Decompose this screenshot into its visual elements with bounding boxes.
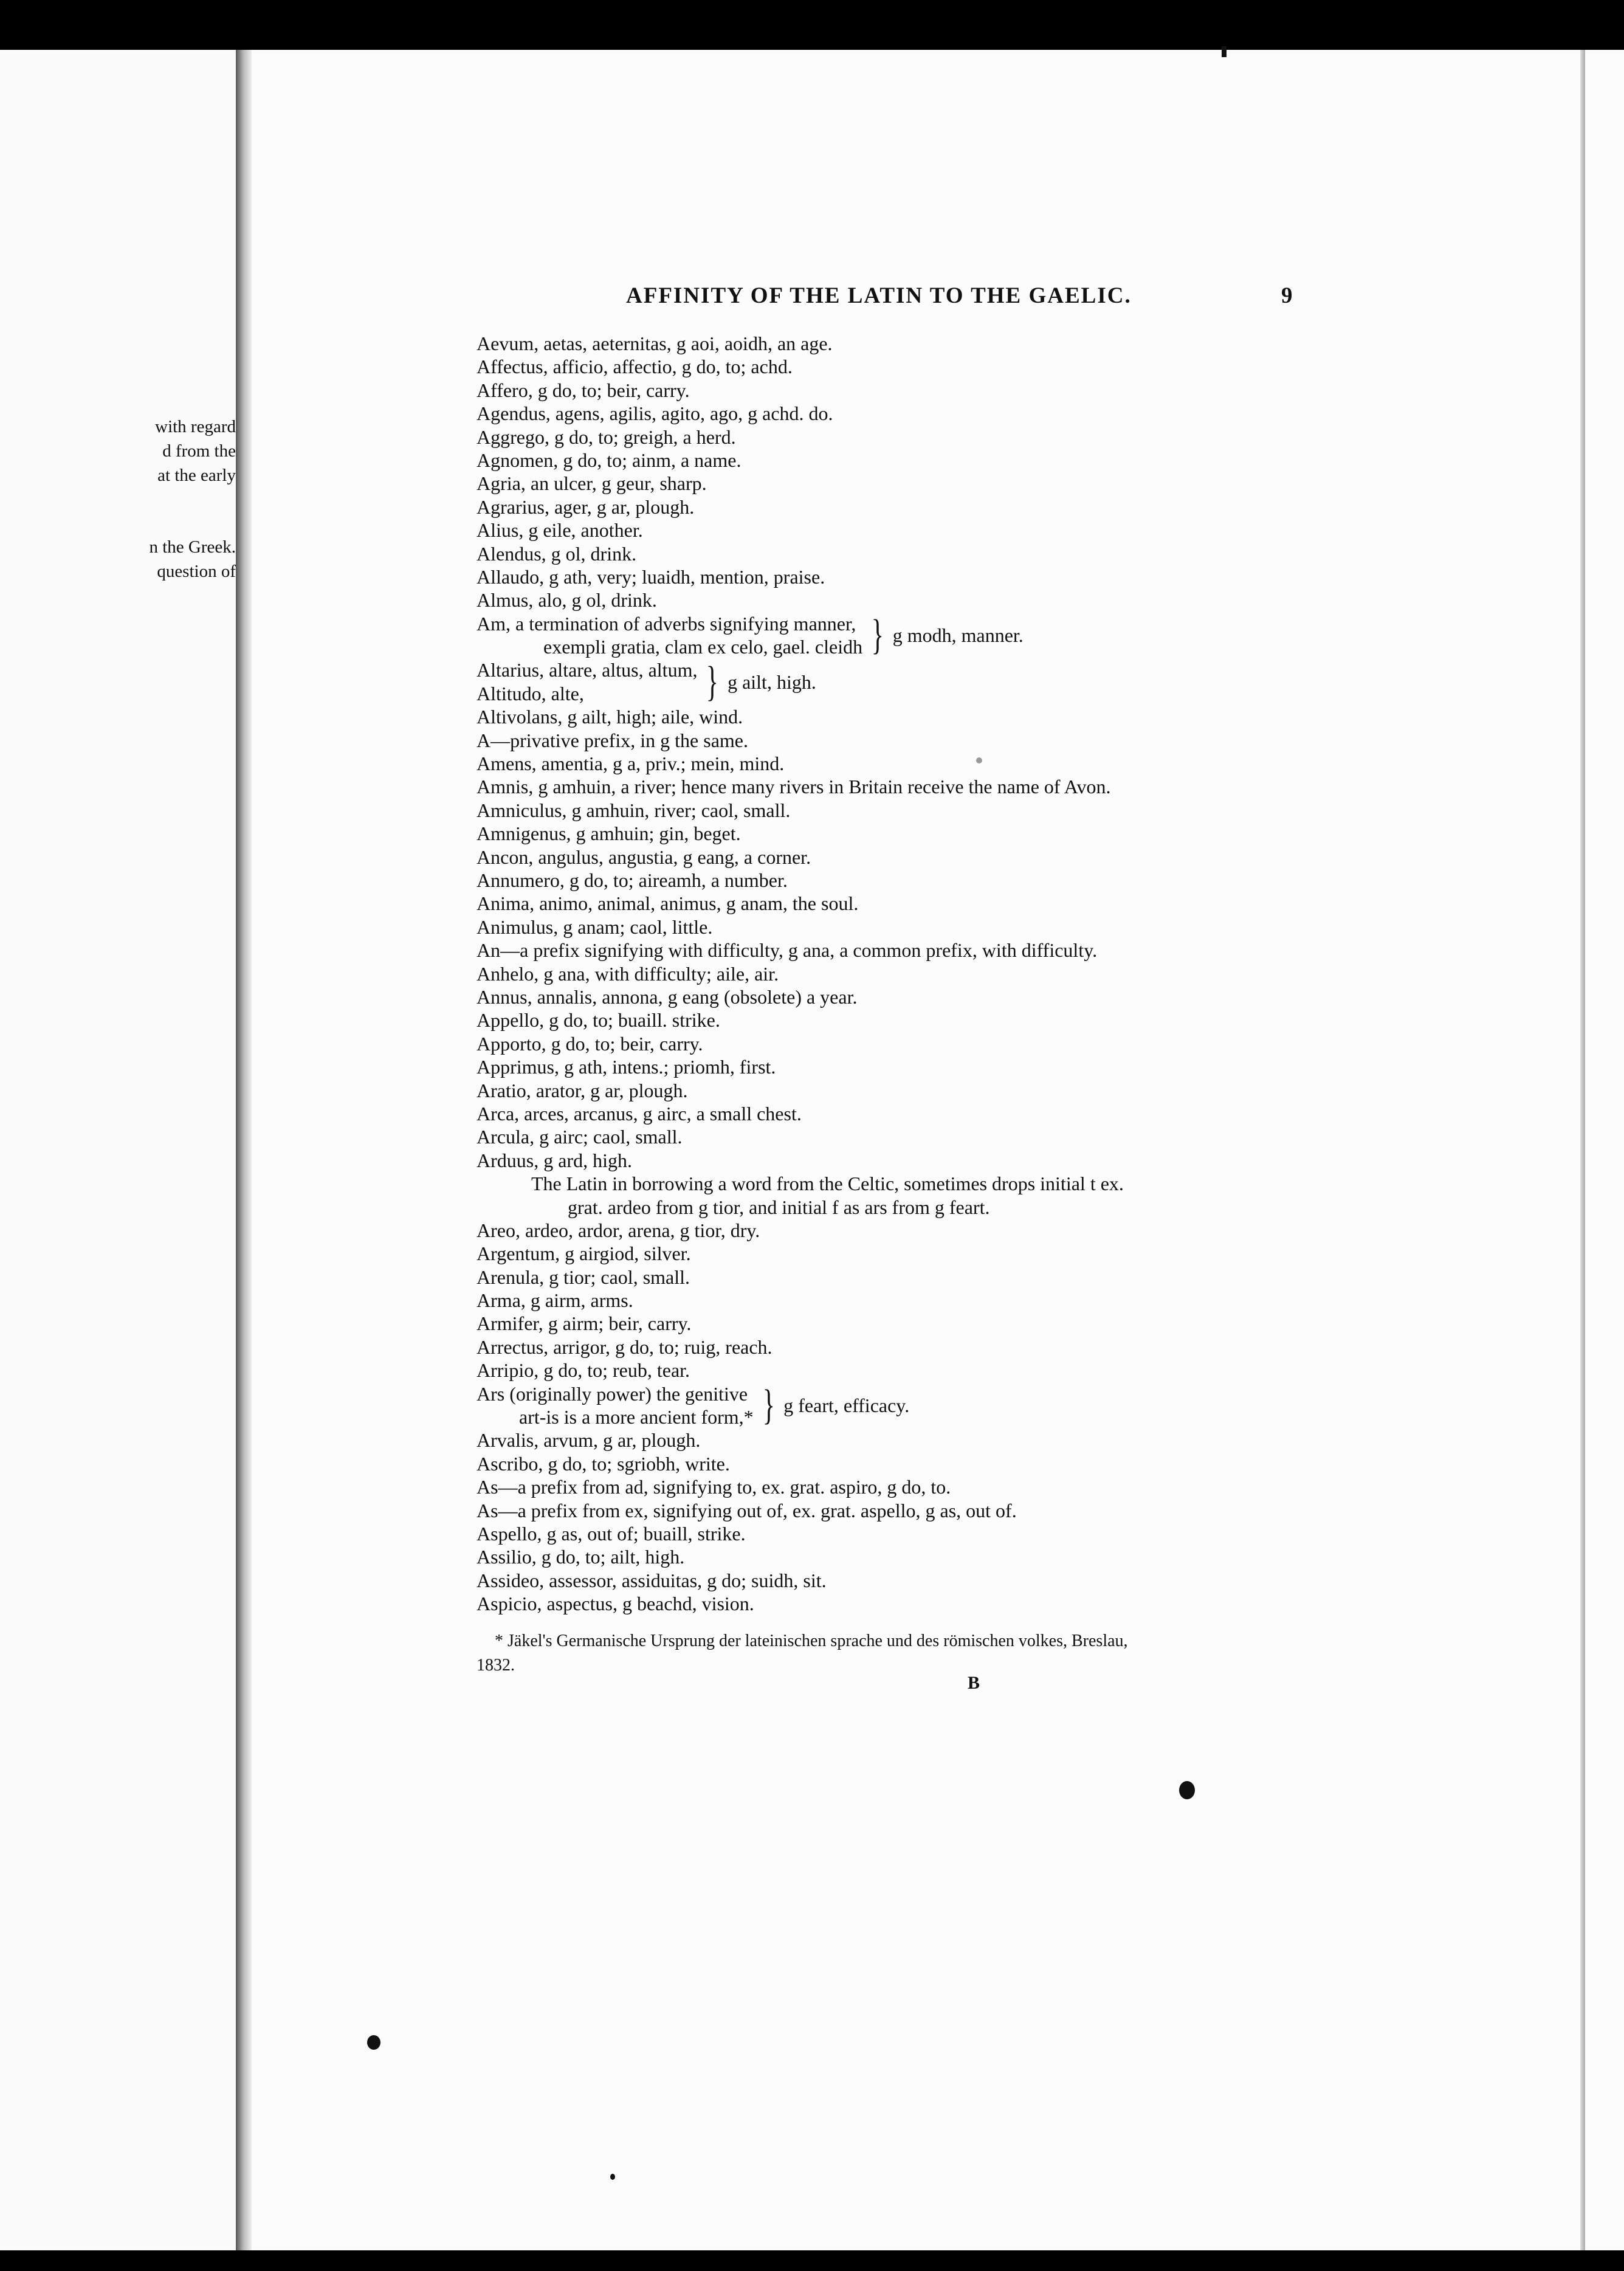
entry-line: Aspicio, aspectus, g beachd, vision. [477,1593,754,1615]
entry-line: Armifer, g airm; beir, carry. [477,1312,692,1335]
ink-blot [976,757,982,763]
entry-line: Arcula, g airc; caol, small. [477,1126,683,1148]
entry-line: Amens, amentia, g a, priv.; mein, mind. [477,753,785,775]
entry-line: Assideo, assessor, assiduitas, g do; suidh, sit. [477,1569,827,1591]
footnote [477,1629,1291,1678]
altarius-entry-line1: Altarius, altare, altus, altum, [477,659,698,681]
entry-line: Alendus, g ol, drink. [477,542,637,565]
altarius-entry-line2: Altitudo, alte, [477,682,584,705]
gutter-shadow [236,50,252,2250]
entry-line: Almus, alo, g ol, drink. [477,589,657,612]
left-page-line: question of [157,562,236,581]
footnote-line1: * Jäkel's Germanische Ursprung der lateinischen sprache und des römischen volkes, Breslau, [495,1632,1128,1650]
ink-blot [610,2174,615,2180]
left-page-line: at the early [157,466,236,485]
entry-line: An—a prefix signifying with difficulty, g ana, a common prefix, with difficulty. [477,939,1098,962]
note-line1: The Latin in borrowing a word from the Celtic, sometimes drops initial t ex. [531,1173,1124,1195]
glossary-entries [477,332,1352,1616]
brace-icon: } [762,1382,775,1429]
entry-line: Arrectus, arrigor, g do, to; ruig, reach. [477,1335,772,1358]
ars-entry [477,1382,1352,1429]
ars-entry-line1: Ars (originally power) the genitive [477,1382,748,1405]
entry-line: Apprimus, g ath, intens.; priomh, first. [477,1056,776,1078]
page-number: 9 [1281,283,1293,308]
running-title: AFFINITY OF THE LATIN TO THE GAELIC. [626,283,1132,308]
ink-blot [367,2035,380,2050]
left-page-fragment [0,50,236,2250]
entry-line: Anhelo, g ana, with difficulty; aile, air. [477,962,779,985]
entry-line: Agendus, agens, agilis, agito, ago, g achd. do. [477,402,833,425]
entry-line: Allaudo, g ath, very; luaidh, mention, praise. [477,565,825,588]
entry-line: A—privative prefix, in g the same. [477,729,748,751]
entry-line: Affero, g do, to; beir, carry. [477,379,690,401]
entry-line: As—a prefix from ex, signifying out of, ex. grat. aspello, g as, out of. [477,1499,1017,1521]
entry-line: Assilio, g do, to; ailt, high. [477,1546,685,1568]
am-entry-line1: Am, a termination of adverbs signifying manner, [477,612,856,635]
entry-line: Affectus, afficio, affectio, g do, to; achd. [477,356,793,378]
footnote-line2: 1832. [477,1656,515,1675]
entry-line: Aevum, aetas, aeternitas, g aoi, aoidh, an age. [477,333,833,354]
am-entry-gloss: g modh, manner. [892,624,1024,646]
ars-entry-line2: art-is is a more ancient form,* [519,1406,754,1428]
entry-line: Amniculus, g amhuin, river; caol, small. [477,799,791,821]
entry-line: Arvalis, arvum, g ar, plough. [477,1429,701,1452]
entry-line: Areo, ardeo, ardor, arena, g tior, dry. [477,1219,760,1241]
brace-icon: } [871,612,884,659]
entry-line: Anima, animo, animal, animus, g anam, the soul. [477,892,859,915]
entry-line: Agria, an ulcer, g geur, sharp. [477,472,707,495]
ars-entry-gloss: g feart, efficacy. [783,1394,910,1416]
entry-line: Apporto, g do, to; beir, carry. [477,1032,703,1055]
entry-line: Ancon, angulus, angustia, g eang, a corner. [477,846,811,868]
entry-line: Aspello, g as, out of; buaill, strike. [477,1523,746,1545]
am-entry [477,612,1352,659]
entry-line: Agrarius, ager, g ar, plough. [477,495,695,518]
entry-line: Aratio, arator, g ar, plough. [477,1079,688,1101]
entry-line: Amnigenus, g amhuin; gin, beget. [477,822,741,845]
entry-line: Argentum, g airgiod, silver. [477,1242,691,1265]
entry-line: Annus, annalis, annona, g eang (obsolete) a year. [477,985,858,1008]
entry-line: Amnis, g amhuin, a river; hence many rivers in Britain receive the name of Avon. [477,776,1111,798]
ink-blot [1179,1781,1195,1799]
entry-line: Arenula, g tior; caol, small. [477,1266,690,1288]
entry-line: Ascribo, g do, to; sgriobh, write. [477,1452,730,1475]
entry-line: Agnomen, g do, to; ainm, a name. [477,449,741,471]
entry-line: Arca, arces, arcanus, g airc, a small chest. [477,1102,802,1125]
altarius-entry [477,658,1352,705]
scan-mark [1222,46,1227,57]
entry-line: Appello, g do, to; buaill. strike. [477,1009,720,1032]
left-page-line: n the Greek. [149,537,236,557]
entry-line: Annumero, g do, to; aireamh, a number. [477,869,788,892]
entry-line: Arripio, g do, to; reub, tear. [477,1359,690,1382]
altarius-entry-gloss: g ailt, high. [728,670,816,693]
entry-line: Altivolans, g ailt, high; aile, wind. [477,706,743,728]
brace-icon: } [706,658,719,705]
left-page-line: with regard [155,417,236,436]
left-page-line: d from the [162,441,236,461]
page-edge [1580,50,1585,2250]
entry-line: Aggrego, g do, to; greigh, a herd. [477,426,736,448]
note-line2: grat. ardeo from g tior, and initial f as ars from g feart. [568,1196,990,1218]
entry-line: As—a prefix from ad, signifying to, ex. grat. aspiro, g do, to. [477,1476,951,1498]
entry-line: Arduus, g ard, high. [477,1149,632,1171]
signature-mark: B [968,1673,980,1693]
entry-line: Arma, g airm, arms. [477,1289,633,1312]
am-entry-line2: exempli gratia, clam ex celo, gael. cleidh [543,636,863,658]
entry-line: Animulus, g anam; caol, little. [477,915,713,938]
entry-line: Alius, g eile, another. [477,519,643,542]
